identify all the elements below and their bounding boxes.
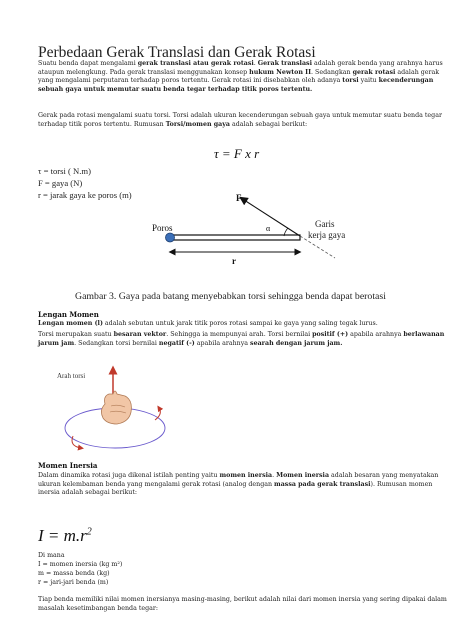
text-run: apabila arahnya	[194, 339, 251, 347]
rotation-arrow-right	[155, 408, 160, 420]
bold-run: besaran vektor	[113, 331, 167, 338]
text-run: apabila arahnya	[348, 331, 404, 338]
closing-paragraph: Tiap benda memiliki nilai momen inersianya masing-masing, berikut adalah nilai dari momen inersia yang sering dipakai dalam masalah kesetimbangan benda tegar:	[38, 596, 447, 612]
text-run: .	[253, 60, 258, 67]
momen-paragraph	[38, 472, 450, 498]
inertia-legend-m: m = massa benda (kg)	[38, 570, 110, 577]
bold-run: Momen inersia	[276, 472, 330, 479]
inertia-legend-i: I = momen inersia (kg m²)	[38, 561, 123, 568]
hand-shape	[101, 391, 131, 424]
momen-heading: Momen Inersia	[38, 461, 98, 470]
text-run: Gerak pada rotasi mengalami suatu torsi. Torsi adalah ukuran kecenderungan sebuah gaya untuk memutar suatu benda tegar terhadap titik poros tertentu. Rumusan	[38, 112, 442, 128]
legend-jarak: r = jarak gaya ke poros (m)	[38, 190, 132, 200]
torque-paragraph	[38, 112, 450, 129]
figure-caption: Gambar 3. Gaya pada batang menyebabkan torsi sehingga benda dapat berotasi	[75, 291, 386, 302]
inertia-formula-text: I = m.r	[38, 526, 87, 545]
bold-run: torsi	[342, 77, 359, 85]
lengan-paragraph-1	[38, 320, 450, 329]
bold-run: berlawanan jarum jam	[38, 331, 445, 347]
lengan-heading: Lengan Momen	[38, 310, 99, 319]
text-run: Suatu benda dapat mengalami	[38, 60, 138, 67]
bold-run: Lengan momen (l)	[38, 320, 103, 327]
text-run: . Sedangkan torsi bernilai	[74, 339, 159, 347]
bold-run: positif (+)	[312, 331, 349, 338]
intro-paragraph	[38, 60, 450, 94]
bold-run: Torsi/momen gaya	[165, 120, 230, 128]
garis-label-2: kerja gaya	[308, 230, 346, 240]
legend-gaya: F = gaya (N)	[38, 178, 83, 188]
torque-formula: τ = F x r	[214, 146, 260, 161]
bold-run: searah dengan jarum jam.	[250, 339, 343, 347]
text-run: adalah sebagai berikut:	[229, 120, 308, 128]
text-run: .	[272, 472, 277, 479]
bold-run: momen inersia	[219, 472, 273, 479]
inertia-formula	[38, 526, 92, 546]
text-run: yaitu	[358, 77, 379, 85]
legend-torsi: τ = torsi ( N.m)	[38, 166, 91, 176]
text-run: Dalam dinamika rotasi juga dikenal istilah penting yaitu	[38, 472, 220, 479]
hand-label: Arah torsi	[57, 372, 86, 380]
text-run: adalah besaran yang menyatakan ukuran kelembaman benda yang mengalami gerak rotasi (analog dengan	[38, 472, 439, 488]
text-run: Torsi merupakan suatu	[38, 331, 114, 338]
inertia-legend-r: r = jari-jari benda (m)	[38, 579, 109, 586]
bold-run: massa pada gerak translasi	[274, 480, 371, 488]
pivot-point	[166, 233, 175, 242]
poros-label: Poros	[152, 223, 173, 233]
force-arrow	[241, 198, 300, 236]
bold-run: Gerak translasi	[257, 60, 312, 67]
force-label: F	[236, 193, 242, 203]
page-title: Perbedaan Gerak Translasi dan Gerak Rotasi	[38, 44, 316, 61]
garis-label-1: Garis	[315, 219, 335, 229]
text-run: ). Rumusan momen inersia adalah sebagai berikut:	[38, 480, 433, 497]
text-run: adalah sebutan untuk jarak titik poros rotasi sampai ke gaya yang saling tegak lurus.	[102, 320, 378, 327]
inertia-exponent: 2	[86, 526, 92, 538]
text-run: adalah gerak yang mengalami perputaran terhadap poros tertentu. Gerak rotasi ini disebabkan oleh adanya	[38, 68, 440, 85]
lengan-paragraph-2	[38, 331, 450, 348]
hand-rule-figure	[55, 360, 185, 455]
bold-run: gerak rotasi	[352, 68, 396, 76]
bold-run: negatif (-)	[158, 339, 195, 347]
bold-run: hukum Newton II	[249, 68, 312, 76]
text-run: adalah gerak benda yang arahnya harus ataupun melengkung. Pada gerak translasi menggunakan konsep	[38, 60, 443, 76]
r-label: r	[232, 256, 236, 266]
text-run: . Sedangkan	[311, 68, 353, 76]
bold-run: kecenderungan sebuah gaya untuk memutar suatu benda tegar terhadap titik poros tertentu.	[38, 77, 434, 93]
rod	[170, 235, 300, 240]
dimana-label: Di mana	[38, 552, 65, 559]
alpha-label: α	[266, 224, 271, 233]
torque-figure	[140, 190, 370, 268]
bold-run: gerak translasi atau gerak rotasi	[137, 60, 254, 67]
text-run: . Sehingga ia mempunyai arah. Torsi bernilai	[166, 331, 313, 338]
